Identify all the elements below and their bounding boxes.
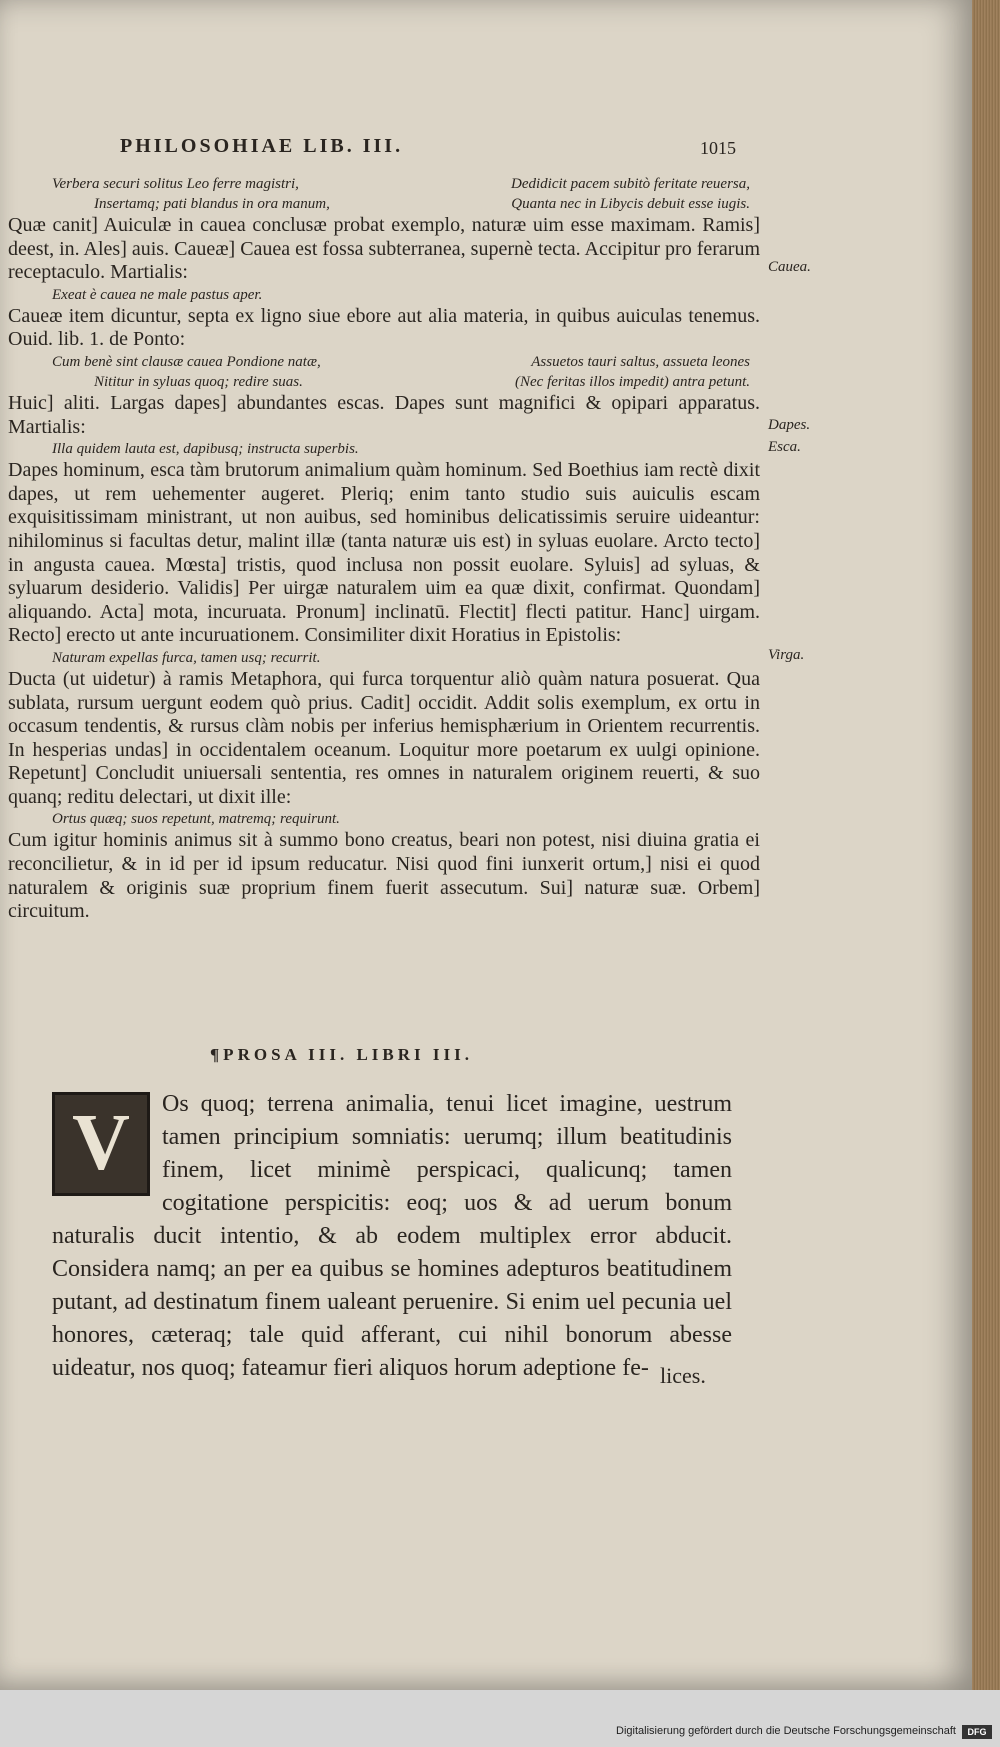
paragraph: Ducta (ut uidetur) à ramis Metaphora, qui furca torquentur aliò quàm natura posuerat. Qua sublata, rursum uergunt eodem quò prius. Cadit] occidit. Addit solis exemplum, ex ortu in occasum tendentis, & rursus clàm nobis per inferius hemisphærium in Orientem recurrentis. In hesperias undas] in occidentalem oceanum. Loquitur more poetarum ex uulgi opinione. Repetunt] Concludit uniuersali sententia, res omnes in naturalem originem reuerti, & suo quanq; reditu delectari, ut dixit ille: <box>8 667 760 808</box>
verse-line: Insertamq; pati blandus in ora manum, <box>94 196 330 212</box>
catchword: lices. <box>660 1363 706 1388</box>
verse-line: Dedidicit pacem subitò feritate reuersa, <box>511 176 750 192</box>
verse-line: Verbera securi solitus Leo ferre magistri, <box>52 176 299 192</box>
margin-note: Virga. <box>768 647 805 663</box>
running-title: PHILOSOHIAE LIB. III. <box>120 135 404 157</box>
footer-credit: Digitalisierung gefördert durch die Deutsche Forschungsgemeinschaft <box>616 1725 956 1737</box>
page-number: 1015 <box>700 138 736 158</box>
verse-line: Ortus quæq; suos repetunt, matremq; requirunt. <box>52 811 340 828</box>
verse-line: Assuetos tauri saltus, assueta leones <box>531 353 750 370</box>
book-fore-edge <box>972 0 1000 1690</box>
section-title: ¶PROSA III. LIBRI III. <box>210 1045 473 1064</box>
decorated-initial: V <box>52 1092 150 1196</box>
prosa-text <box>52 1088 732 1385</box>
paragraph: Cum igitur hominis animus sit à summo bono creatus, beari non potest, nisi diuina gratia ei reconcilietur, & in id per id ipsum reducatur. Nisi quod fini iunxerit ortum,] nisi ei quod naturalem & originis suæ proprium finem fuerit assecutum. Sui] naturæ suæ. Orbem] circuitum. <box>8 829 760 923</box>
paragraph: Huic] aliti. Largas dapes] abundantes escas. Dapes sunt magnifici & opipari apparatus. Martialis: <box>8 391 760 438</box>
margin-note: Cauea. <box>768 259 811 275</box>
verse-line: (Nec feritas illos impedit) antra petunt. <box>515 373 750 390</box>
verse-line: Nititur in syluas quoq; redire suas. <box>94 373 303 390</box>
dfg-logo: DFG <box>962 1725 992 1739</box>
commentary-text <box>8 174 811 924</box>
verse-line: Cum benè sint clausæ cauea Pondione natæ, <box>52 353 321 370</box>
footer-bar <box>0 1690 1000 1747</box>
margin-note: Dapes. <box>768 417 811 433</box>
paragraph: Dapes hominum, esca tàm brutorum animalium quàm hominum. Sed Boethius iam rectè dixit dapes, ut rem uehementer augeret. Pleriq; enim tanto studio suis auiculis escam exquisitissimam ministrant, ut non auibus, sed hominibus delicatissimis seruire uideantur: nihilominus si facultas detur, malint illæ (tanta naturæ uis est) in syluas euolare. Arcto tecto] in angusta cauea. Mœsta] tristis, quod inclusa non possit euolare. Syluis] ad syluas, & syluarum desiderio. Validis] Per uirgæ naturalem uim ea quæ dixit, confirmat. Quondam] aliquando. Acta] mota, incuruata. Pronum] inclinatū. Flectit] flecti patitur. Hanc] uirgam. Recto] erecto ut ante incuruationem. Consimiliter dixit Horatius in Epistolis: <box>8 459 760 647</box>
verse-block <box>8 352 760 392</box>
margin-note: Esca. <box>768 439 801 455</box>
prosa-body: Os quoq; terrena animalia, tenui licet imagine, uestrum tamen principium somniatis: uerumq; illum beatitudinis finem, licet minimè perspicaci, qualicunq; tamen cogitatione perspicitis: eoq; uos & ad uerum bonum naturalis ducit intentio, & ab eodem multiplex error abducit. Considera namq; an per ea quibus se homines adepturos beatitudinem putant, ad destinatum finem ualeant peruenire. Si enim uel pecunia uel honores, cæteraq; tale quid afferant, cui nihil bonorum abesse uideatur, nos quoq; fateamur fieri aliquos horum adeptione fe- <box>52 1091 732 1381</box>
verse-line: Illa quidem lauta est, dapibusq; instructa superbis. <box>52 441 359 458</box>
verse-line: Exeat è cauea ne male pastus aper. <box>52 286 263 303</box>
verse-line: Naturam expellas furca, tamen usq; recurrit. <box>52 649 321 666</box>
paragraph: Quæ canit] Auiculæ in cauea conclusæ probat exemplo, naturæ uim esse maximam. Ramis] deest, in. Ales] auis. Caueæ] Cauea est fossa subterranea, supernè tecta. Accipitur pro ferarum receptaculo. Martialis: <box>8 214 760 284</box>
verse-line: Quanta nec in Libycis debuit esse iugis. <box>511 196 750 212</box>
paragraph: Caueæ item dicuntur, septa ex ligno siue ebore aut alia materia, in quibus auiculas tenemus. Ouid. lib. 1. de Ponto: <box>8 304 760 351</box>
verse-block <box>8 174 760 214</box>
